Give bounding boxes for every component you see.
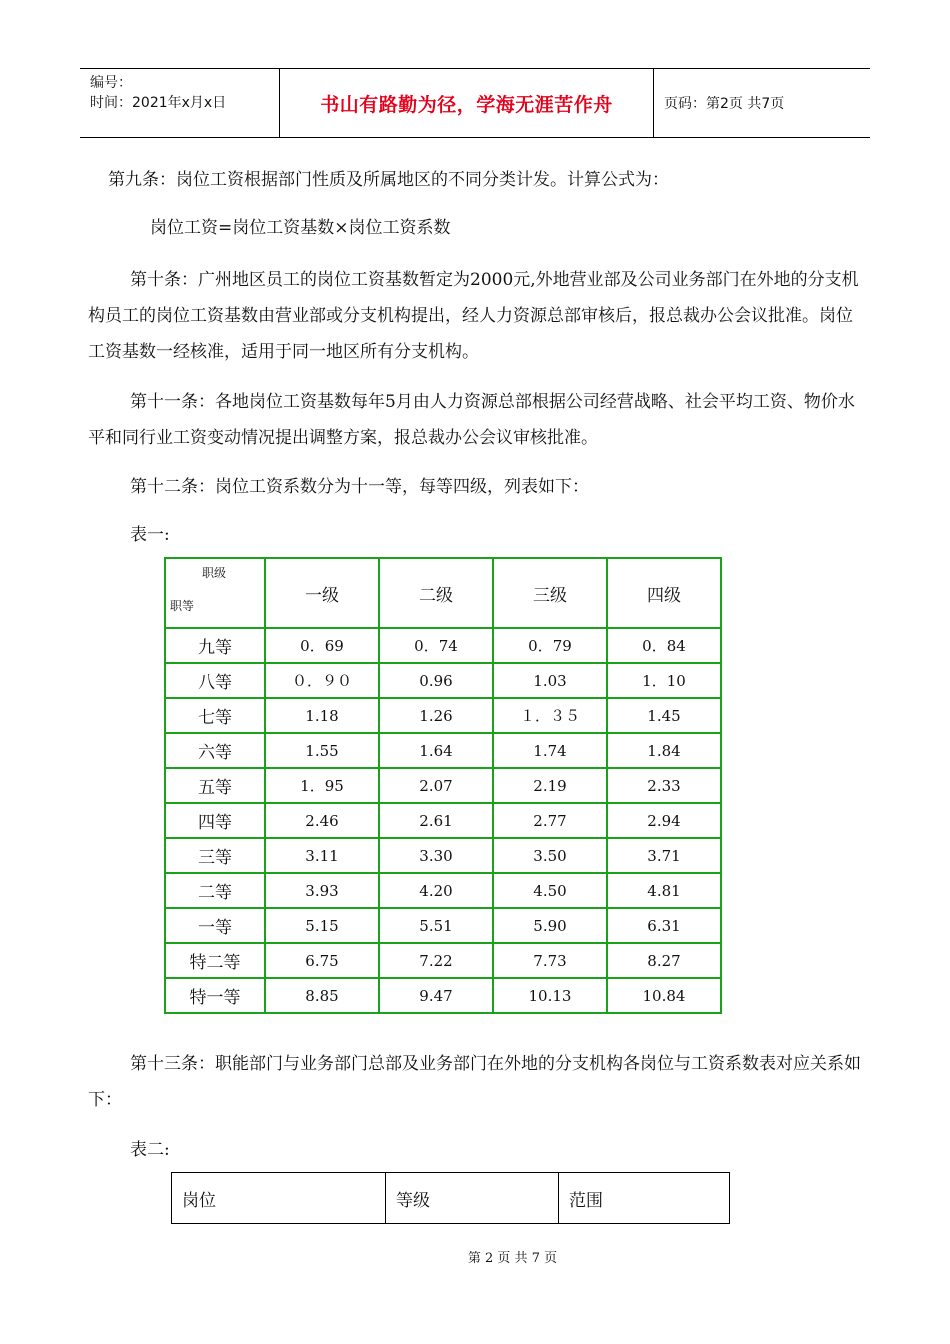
- table-row: [165, 768, 721, 803]
- row-label: 特一等: [165, 978, 265, 1013]
- row-label: 一等: [165, 908, 265, 943]
- table-cell: 7.73: [493, 943, 607, 978]
- table2-caption: 表二:: [130, 1140, 170, 1160]
- table-cell: 10.13: [493, 978, 607, 1013]
- column-header: 三级: [493, 558, 607, 628]
- table-row: [165, 698, 721, 733]
- table-row: [165, 838, 721, 873]
- table-cell: 4.20: [379, 873, 493, 908]
- header-motto: 书山有路勤为径，学海无涯苦作舟: [280, 69, 654, 137]
- table-cell: 1．95: [265, 768, 379, 803]
- header-time: 时间：2021年x月x日: [90, 95, 227, 111]
- row-label: 特二等: [165, 943, 265, 978]
- table-cell: 9.47: [379, 978, 493, 1013]
- table-cell: 6.75: [265, 943, 379, 978]
- table-cell: 1.45: [607, 698, 721, 733]
- table-body: [165, 628, 721, 1013]
- table-cell: 8.27: [607, 943, 721, 978]
- row-label: 五等: [165, 768, 265, 803]
- table-row: [165, 733, 721, 768]
- table-cell: 1.84: [607, 733, 721, 768]
- table-cell: 3.71: [607, 838, 721, 873]
- table-cell: 0．84: [607, 628, 721, 663]
- header-meta: [80, 69, 280, 137]
- page-header: [80, 68, 870, 138]
- column-header: 二级: [379, 558, 493, 628]
- header-number: 编号：: [90, 75, 132, 91]
- table-cell: 3.50: [493, 838, 607, 873]
- article-11: 第十一条：各地岗位工资基数每年5月由人力资源总部根据公司经营战略、社会平均工资、物价水平和同行业工资变动情况提出调整方案，报总裁办公会议审核批准。: [88, 392, 855, 448]
- corner-bottom-label: 职等: [170, 599, 195, 613]
- table-row: [165, 908, 721, 943]
- table-cell: 0．79: [493, 628, 607, 663]
- table-row: [165, 943, 721, 978]
- article-9: 第九条：岗位工资根据部门性质及所属地区的不同分类计发。计算公式为：: [108, 170, 669, 190]
- table-row: [165, 978, 721, 1013]
- table-cell: 1.03: [493, 663, 607, 698]
- table-cell: 5.15: [265, 908, 379, 943]
- table-cell: 6.31: [607, 908, 721, 943]
- salary-coefficient-table: [164, 557, 722, 1014]
- column-header: 一级: [265, 558, 379, 628]
- table-cell: 3.30: [379, 838, 493, 873]
- table-cell: 0．69: [265, 628, 379, 663]
- row-label: 九等: [165, 628, 265, 663]
- table-cell: 3.93: [265, 873, 379, 908]
- table-cell: 2.33: [607, 768, 721, 803]
- table-row: [165, 628, 721, 663]
- table-cell: 2.19: [493, 768, 607, 803]
- table-row: [165, 873, 721, 908]
- column-header: 四级: [607, 558, 721, 628]
- article-13: 第十三条：职能部门与业务部门总部及业务部门在外地的分支机构各岗位与工资系数表对应关系如下：: [88, 1054, 861, 1110]
- table-cell: 4.50: [493, 873, 607, 908]
- table-cell: 7.22: [379, 943, 493, 978]
- article-10: 第十条：广州地区员工的岗位工资基数暂定为2000元,外地营业部及公司业务部门在外地的分支机构员工的岗位工资基数由营业部或分支机构提出，经人力资源总部审核后，报总裁办公会议批准。岗位工资基数一经核准，适用于同一地区所有分支机构。: [88, 270, 859, 362]
- row-label: 二等: [165, 873, 265, 908]
- table-cell: 0.96: [379, 663, 493, 698]
- table-row: [165, 803, 721, 838]
- table-cell: 5.90: [493, 908, 607, 943]
- formula: 岗位工资=岗位工资基数×岗位工资系数: [150, 218, 451, 238]
- table-cell: 2.46: [265, 803, 379, 838]
- header-page-label: 页码：第2页 共7页: [664, 96, 785, 112]
- table-cell: 10.84: [607, 978, 721, 1013]
- table-header-row: [172, 1173, 730, 1224]
- table-cell: 1.26: [379, 698, 493, 733]
- column-header: 范围: [559, 1173, 730, 1224]
- position-table: [171, 1172, 730, 1224]
- column-header: 岗位: [172, 1173, 386, 1224]
- table-cell: 2.07: [379, 768, 493, 803]
- row-label: 八等: [165, 663, 265, 698]
- table-cell: 4.81: [607, 873, 721, 908]
- table-cell: 3.11: [265, 838, 379, 873]
- row-label: 六等: [165, 733, 265, 768]
- table-cell: 0．74: [379, 628, 493, 663]
- corner-top-label: 职级: [202, 566, 227, 580]
- row-label: 七等: [165, 698, 265, 733]
- table-cell: 2.77: [493, 803, 607, 838]
- table1-caption: 表一:: [130, 525, 170, 545]
- table-cell: 1.55: [265, 733, 379, 768]
- table-cell: 5.51: [379, 908, 493, 943]
- table-cell: ０．９０: [265, 663, 379, 698]
- article-12: 第十二条：岗位工资系数分为十一等，每等四级，列表如下：: [130, 477, 589, 497]
- table-cell: 1.74: [493, 733, 607, 768]
- table-cell: 2.61: [379, 803, 493, 838]
- table-corner-cell: [165, 558, 265, 628]
- table-row: [165, 663, 721, 698]
- table-header-row: [165, 558, 721, 628]
- table-cell: 1．10: [607, 663, 721, 698]
- table-cell: 2.94: [607, 803, 721, 838]
- column-header: 等级: [386, 1173, 559, 1224]
- table-cell: 1.64: [379, 733, 493, 768]
- row-label: 四等: [165, 803, 265, 838]
- page-footer: 第 2 页 共 7 页: [467, 1251, 558, 1266]
- table-cell: 8.85: [265, 978, 379, 1013]
- row-label: 三等: [165, 838, 265, 873]
- table-cell: １．３５: [493, 698, 607, 733]
- table-cell: 1.18: [265, 698, 379, 733]
